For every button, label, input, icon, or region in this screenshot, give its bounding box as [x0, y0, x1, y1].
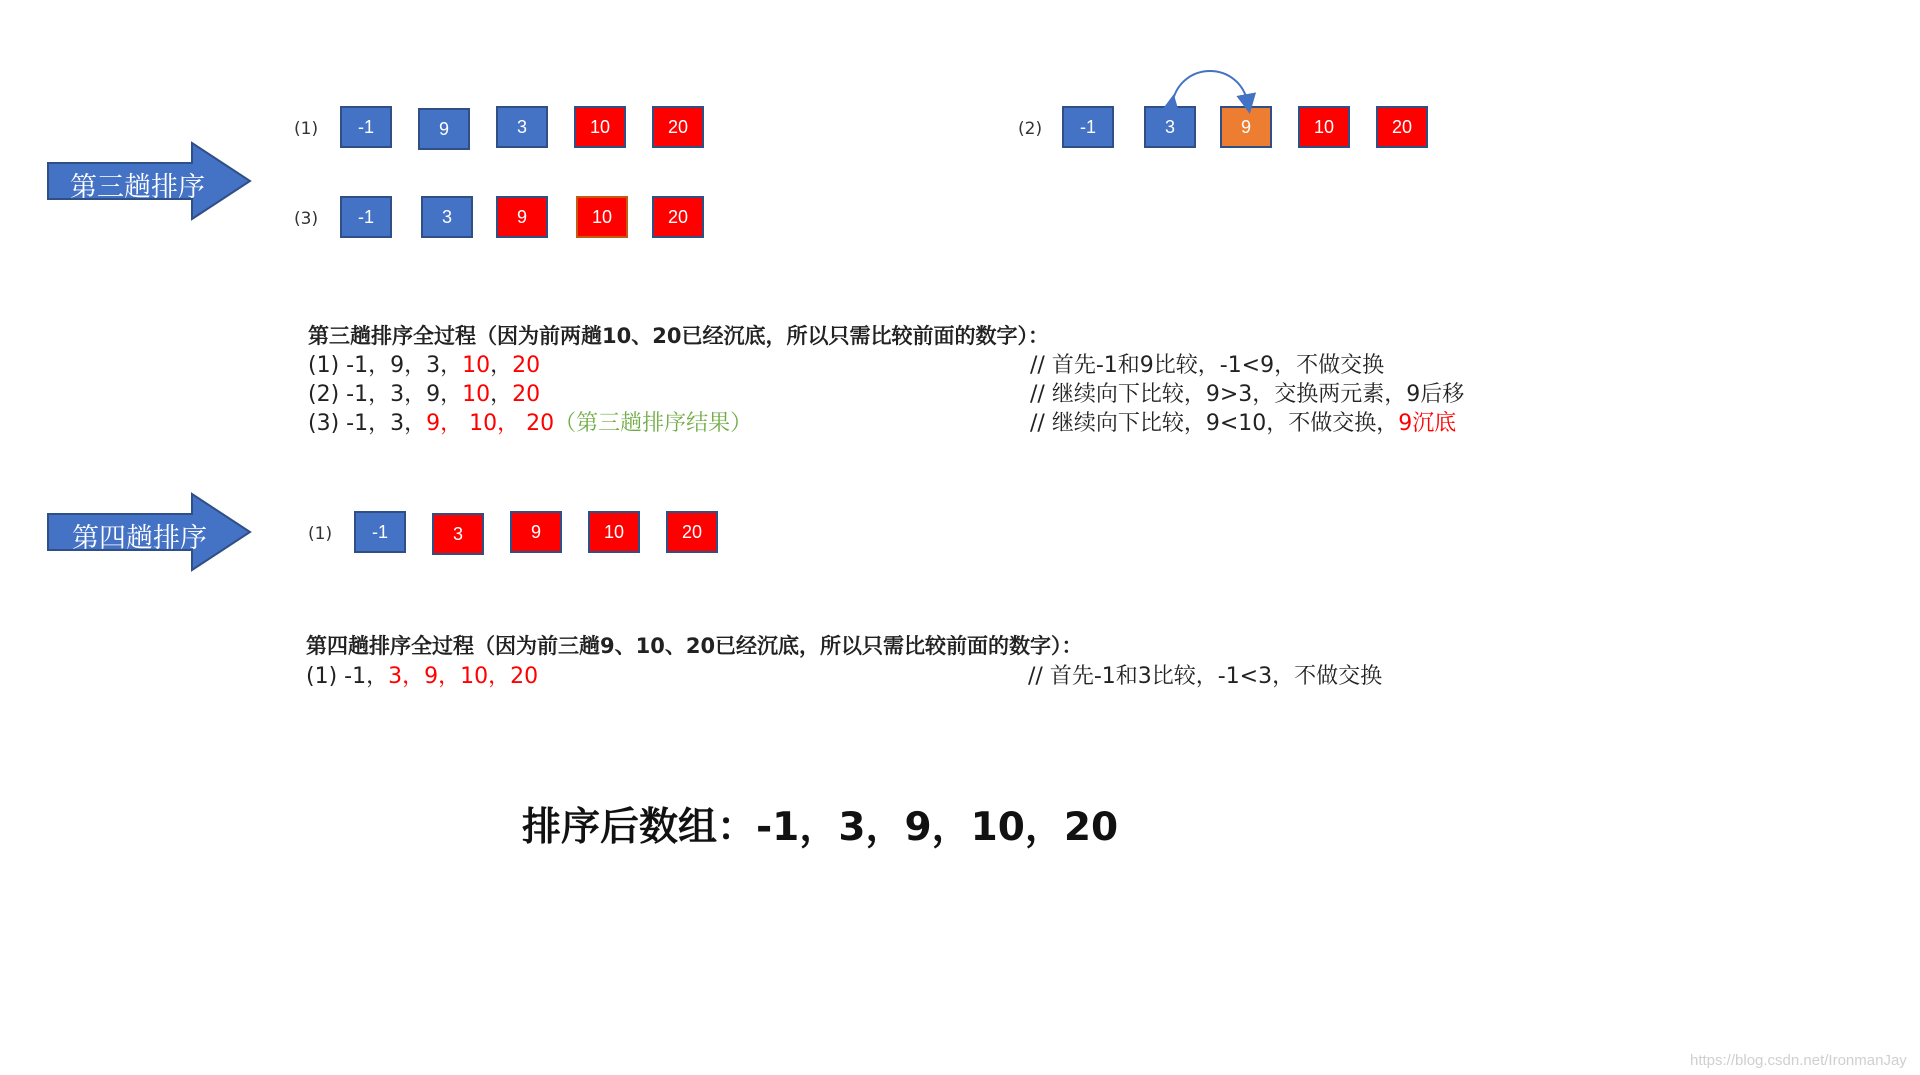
pass3-row3-label: (3)	[294, 209, 319, 229]
cell: 10	[588, 511, 640, 553]
cell: 10	[1298, 106, 1350, 148]
pass3-comment-2: // 继续向下比较，9>3，交换两元素，9后移	[1030, 382, 1465, 407]
pass4-title: 第四趟排序	[72, 523, 207, 554]
cell: 9	[510, 511, 562, 553]
pass3-row1-label: (1)	[294, 119, 319, 139]
cell: 3	[496, 106, 548, 148]
cell: -1	[340, 196, 392, 238]
cell: 20	[666, 511, 718, 553]
cell: 9	[1220, 106, 1272, 148]
cell: 3	[432, 513, 484, 555]
pass3-line-1: (1) -1，9，3，10，20	[308, 353, 541, 378]
cell: -1	[340, 106, 392, 148]
cell: 9	[418, 108, 470, 150]
pass3-comment-1: // 首先-1和9比较，-1<9，不做交换	[1030, 353, 1385, 378]
sorted-result: 排序后数组：-1，3，9，10，20	[522, 805, 1119, 850]
pass3-row2-label: (2)	[1018, 119, 1043, 139]
cell: 10	[576, 196, 628, 238]
watermark: https://blog.csdn.net/IronmanJay	[1690, 1052, 1907, 1069]
pass4-line-1: (1) -1，3，9，10，20	[306, 664, 539, 689]
pass4-desc-heading: 第四趟排序全过程（因为前三趟9、10、20已经沉底，所以只需比较前面的数字）：	[306, 634, 1083, 658]
pass4-comment-1: // 首先-1和3比较，-1<3，不做交换	[1028, 664, 1383, 689]
cell: 9	[496, 196, 548, 238]
cell: 10	[574, 106, 626, 148]
cell: -1	[1062, 106, 1114, 148]
cell: 3	[421, 196, 473, 238]
cell: -1	[354, 511, 406, 553]
cell: 20	[652, 106, 704, 148]
pass3-desc-heading: 第三趟排序全过程（因为前两趟10、20已经沉底，所以只需比较前面的数字）：	[308, 324, 1049, 348]
pass4-row1-label: (1)	[308, 524, 333, 544]
cell: 20	[652, 196, 704, 238]
pass3-line-3: (3) -1，3，9， 10， 20（第三趟排序结果）	[308, 411, 753, 436]
pass3-line-2: (2) -1，3，9，10，20	[308, 382, 541, 407]
cell: 3	[1144, 106, 1196, 148]
pass3-comment-3: // 继续向下比较，9<10，不做交换，9沉底	[1030, 411, 1457, 436]
pass3-title: 第三趟排序	[70, 172, 205, 203]
cell: 20	[1376, 106, 1428, 148]
